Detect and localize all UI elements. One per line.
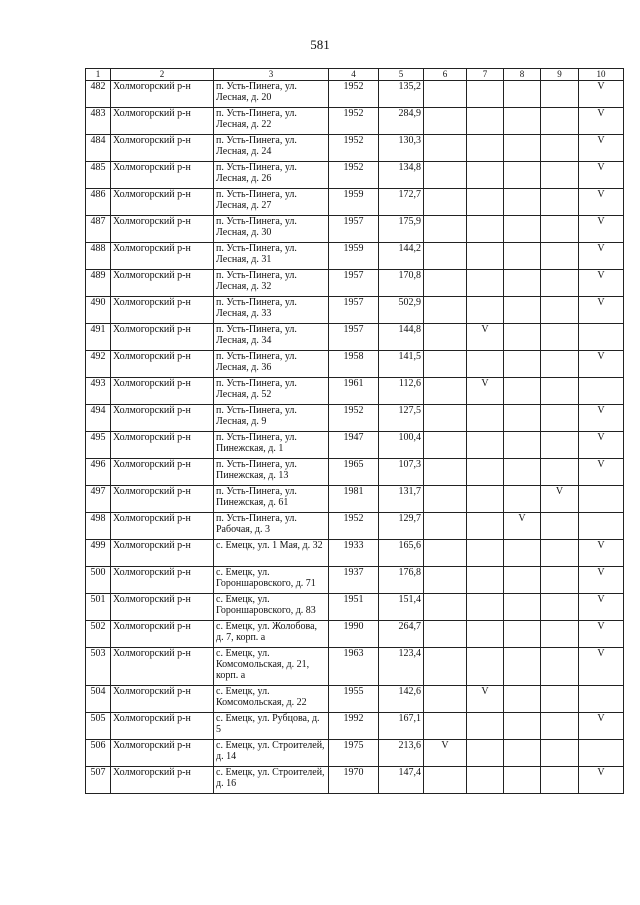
district-cell: Холмогорский р-н: [111, 108, 214, 135]
mark-cell-col-10: V: [579, 297, 624, 324]
mark-cell-col-10: V: [579, 189, 624, 216]
address-cell: п. Усть-Пинега, ул. Лесная, д. 34: [214, 324, 329, 351]
mark-cell-col-7: [467, 713, 504, 740]
area-cell: 131,7: [379, 486, 424, 513]
district-cell: Холмогорский р-н: [111, 594, 214, 621]
mark-cell-col-6: [424, 243, 467, 270]
year-cell: 1992: [329, 713, 379, 740]
area-cell: 170,8: [379, 270, 424, 297]
mark-cell-col-10: [579, 378, 624, 405]
mark-cell-col-10: V: [579, 108, 624, 135]
mark-cell-col-9: [541, 459, 579, 486]
area-cell: 147,4: [379, 767, 424, 794]
year-cell: 1959: [329, 189, 379, 216]
row-number: 503: [86, 648, 111, 686]
address-cell: с. Емецк, ул. Строителей, д. 14: [214, 740, 329, 767]
mark-cell-col-10: V: [579, 243, 624, 270]
year-cell: 1952: [329, 513, 379, 540]
table-row: [86, 594, 624, 621]
district-cell: Холмогорский р-н: [111, 162, 214, 189]
mark-cell-col-7: V: [467, 324, 504, 351]
row-number: 506: [86, 740, 111, 767]
mark-cell-col-9: [541, 713, 579, 740]
column-header: 2: [111, 69, 214, 81]
row-number: 500: [86, 567, 111, 594]
district-cell: Холмогорский р-н: [111, 189, 214, 216]
mark-cell-col-9: [541, 686, 579, 713]
row-number: 491: [86, 324, 111, 351]
mark-cell-col-9: [541, 189, 579, 216]
row-number: 505: [86, 713, 111, 740]
mark-cell-col-10: V: [579, 459, 624, 486]
row-number: 488: [86, 243, 111, 270]
area-cell: 134,8: [379, 162, 424, 189]
mark-cell-col-7: [467, 459, 504, 486]
area-cell: 284,9: [379, 108, 424, 135]
district-cell: Холмогорский р-н: [111, 81, 214, 108]
district-cell: Холмогорский р-н: [111, 216, 214, 243]
year-cell: 1957: [329, 216, 379, 243]
mark-cell-col-7: [467, 740, 504, 767]
mark-cell-col-8: [504, 459, 541, 486]
year-cell: 1970: [329, 767, 379, 794]
mark-cell-col-9: [541, 405, 579, 432]
mark-cell-col-8: [504, 713, 541, 740]
address-cell: с. Емецк, ул. Комсомольская, д. 22: [214, 686, 329, 713]
mark-cell-col-10: V: [579, 621, 624, 648]
year-cell: 1952: [329, 81, 379, 108]
mark-cell-col-9: V: [541, 486, 579, 513]
year-cell: 1955: [329, 686, 379, 713]
address-cell: с. Емецк, ул. Гороншаровского, д. 83: [214, 594, 329, 621]
table-row: [86, 243, 624, 270]
table-row: [86, 740, 624, 767]
mark-cell-col-9: [541, 270, 579, 297]
column-header: 1: [86, 69, 111, 81]
year-cell: 1947: [329, 432, 379, 459]
mark-cell-col-10: [579, 513, 624, 540]
year-cell: 1957: [329, 324, 379, 351]
row-number: 492: [86, 351, 111, 378]
mark-cell-col-8: [504, 378, 541, 405]
district-cell: Холмогорский р-н: [111, 648, 214, 686]
mark-cell-col-9: [541, 594, 579, 621]
table-row: [86, 767, 624, 794]
area-cell: 100,4: [379, 432, 424, 459]
table-row: [86, 189, 624, 216]
year-cell: 1965: [329, 459, 379, 486]
mark-cell-col-10: V: [579, 540, 624, 567]
mark-cell-col-10: V: [579, 351, 624, 378]
district-cell: Холмогорский р-н: [111, 405, 214, 432]
address-cell: п. Усть-Пинега, ул. Лесная, д. 24: [214, 135, 329, 162]
mark-cell-col-6: [424, 594, 467, 621]
mark-cell-col-9: [541, 81, 579, 108]
area-cell: 167,1: [379, 713, 424, 740]
mark-cell-col-10: [579, 686, 624, 713]
mark-cell-col-9: [541, 378, 579, 405]
mark-cell-col-9: [541, 297, 579, 324]
year-cell: 1975: [329, 740, 379, 767]
mark-cell-col-6: [424, 351, 467, 378]
district-cell: Холмогорский р-н: [111, 767, 214, 794]
mark-cell-col-7: V: [467, 378, 504, 405]
mark-cell-col-7: [467, 243, 504, 270]
area-cell: 144,8: [379, 324, 424, 351]
column-header: 5: [379, 69, 424, 81]
area-cell: 172,7: [379, 189, 424, 216]
district-cell: Холмогорский р-н: [111, 135, 214, 162]
year-cell: 1981: [329, 486, 379, 513]
row-number: 497: [86, 486, 111, 513]
mark-cell-col-7: [467, 81, 504, 108]
mark-cell-col-8: [504, 324, 541, 351]
mark-cell-col-7: [467, 767, 504, 794]
mark-cell-col-6: [424, 432, 467, 459]
area-cell: 112,6: [379, 378, 424, 405]
mark-cell-col-10: V: [579, 648, 624, 686]
table-row: [86, 432, 624, 459]
address-cell: п. Усть-Пинега, ул. Рабочая, д. 3: [214, 513, 329, 540]
row-number: 490: [86, 297, 111, 324]
district-cell: Холмогорский р-н: [111, 459, 214, 486]
area-cell: 213,6: [379, 740, 424, 767]
mark-cell-col-6: [424, 648, 467, 686]
mark-cell-col-8: [504, 767, 541, 794]
column-header: 9: [541, 69, 579, 81]
mark-cell-col-10: V: [579, 767, 624, 794]
year-cell: 1952: [329, 135, 379, 162]
year-cell: 1990: [329, 621, 379, 648]
row-number: 495: [86, 432, 111, 459]
mark-cell-col-9: [541, 324, 579, 351]
area-cell: 135,2: [379, 81, 424, 108]
table-row: [86, 270, 624, 297]
mark-cell-col-8: [504, 432, 541, 459]
mark-cell-col-6: [424, 216, 467, 243]
mark-cell-col-9: [541, 135, 579, 162]
mark-cell-col-8: [504, 648, 541, 686]
area-cell: 175,9: [379, 216, 424, 243]
mark-cell-col-10: V: [579, 81, 624, 108]
mark-cell-col-6: [424, 540, 467, 567]
mark-cell-col-8: [504, 270, 541, 297]
mark-cell-col-6: [424, 459, 467, 486]
mark-cell-col-6: [424, 324, 467, 351]
mark-cell-col-6: [424, 567, 467, 594]
district-cell: Холмогорский р-н: [111, 740, 214, 767]
area-cell: 123,4: [379, 648, 424, 686]
address-cell: п. Усть-Пинега, ул. Лесная, д. 31: [214, 243, 329, 270]
mark-cell-col-6: [424, 270, 467, 297]
mark-cell-col-8: [504, 686, 541, 713]
mark-cell-col-10: V: [579, 594, 624, 621]
district-cell: Холмогорский р-н: [111, 567, 214, 594]
address-cell: с. Емецк, ул. Жолобова, д. 7, корп. а: [214, 621, 329, 648]
address-cell: с. Емецк, ул. Рубцова, д. 5: [214, 713, 329, 740]
row-number: 482: [86, 81, 111, 108]
district-cell: Холмогорский р-н: [111, 351, 214, 378]
mark-cell-col-7: [467, 648, 504, 686]
column-header: 6: [424, 69, 467, 81]
mark-cell-col-9: [541, 108, 579, 135]
mark-cell-col-7: [467, 135, 504, 162]
row-number: 496: [86, 459, 111, 486]
area-cell: 107,3: [379, 459, 424, 486]
row-number: 483: [86, 108, 111, 135]
year-cell: 1951: [329, 594, 379, 621]
address-cell: п. Усть-Пинега, ул. Лесная, д. 22: [214, 108, 329, 135]
mark-cell-col-10: V: [579, 216, 624, 243]
mark-cell-col-7: [467, 486, 504, 513]
district-cell: Холмогорский р-н: [111, 513, 214, 540]
row-number: 499: [86, 540, 111, 567]
table-row: [86, 324, 624, 351]
mark-cell-col-10: V: [579, 135, 624, 162]
mark-cell-col-9: [541, 432, 579, 459]
district-cell: Холмогорский р-н: [111, 713, 214, 740]
mark-cell-col-10: V: [579, 432, 624, 459]
mark-cell-col-8: V: [504, 513, 541, 540]
row-number: 494: [86, 405, 111, 432]
table-row: [86, 162, 624, 189]
row-number: 507: [86, 767, 111, 794]
table-row: [86, 135, 624, 162]
table-row: [86, 405, 624, 432]
address-cell: п. Усть-Пинега, ул. Пинежская, д. 13: [214, 459, 329, 486]
mark-cell-col-10: V: [579, 567, 624, 594]
mark-cell-col-9: [541, 216, 579, 243]
row-number: 502: [86, 621, 111, 648]
mark-cell-col-6: [424, 108, 467, 135]
mark-cell-col-6: [424, 767, 467, 794]
mark-cell-col-7: [467, 189, 504, 216]
mark-cell-col-10: V: [579, 270, 624, 297]
address-cell: п. Усть-Пинега, ул. Лесная, д. 9: [214, 405, 329, 432]
district-cell: Холмогорский р-н: [111, 621, 214, 648]
area-cell: 144,2: [379, 243, 424, 270]
mark-cell-col-9: [541, 513, 579, 540]
year-cell: 1959: [329, 243, 379, 270]
year-cell: 1952: [329, 108, 379, 135]
address-cell: п. Усть-Пинега, ул. Лесная, д. 20: [214, 81, 329, 108]
address-cell: п. Усть-Пинега, ул. Лесная, д. 27: [214, 189, 329, 216]
district-cell: Холмогорский р-н: [111, 686, 214, 713]
mark-cell-col-8: [504, 567, 541, 594]
year-cell: 1957: [329, 297, 379, 324]
area-cell: 142,6: [379, 686, 424, 713]
address-cell: п. Усть-Пинега, ул. Лесная, д. 30: [214, 216, 329, 243]
table-row: [86, 486, 624, 513]
mark-cell-col-7: [467, 513, 504, 540]
table-row: [86, 713, 624, 740]
row-number: 498: [86, 513, 111, 540]
mark-cell-col-6: V: [424, 740, 467, 767]
mark-cell-col-9: [541, 567, 579, 594]
year-cell: 1933: [329, 540, 379, 567]
mark-cell-col-9: [541, 540, 579, 567]
area-cell: 176,8: [379, 567, 424, 594]
row-number: 489: [86, 270, 111, 297]
mark-cell-col-8: [504, 216, 541, 243]
column-header: 4: [329, 69, 379, 81]
mark-cell-col-9: [541, 162, 579, 189]
year-cell: 1963: [329, 648, 379, 686]
mark-cell-col-7: [467, 297, 504, 324]
year-cell: 1958: [329, 351, 379, 378]
mark-cell-col-10: V: [579, 713, 624, 740]
row-number: 501: [86, 594, 111, 621]
table-row: [86, 81, 624, 108]
address-cell: с. Емецк, ул. Гороншаровского, д. 71: [214, 567, 329, 594]
mark-cell-col-8: [504, 243, 541, 270]
mark-cell-col-8: [504, 81, 541, 108]
year-cell: 1937: [329, 567, 379, 594]
year-cell: 1952: [329, 162, 379, 189]
mark-cell-col-9: [541, 648, 579, 686]
mark-cell-col-6: [424, 686, 467, 713]
table-row: [86, 351, 624, 378]
address-cell: п. Усть-Пинега, ул. Лесная, д. 36: [214, 351, 329, 378]
address-cell: п. Усть-Пинега, ул. Лесная, д. 52: [214, 378, 329, 405]
mark-cell-col-6: [424, 135, 467, 162]
mark-cell-col-8: [504, 297, 541, 324]
address-cell: п. Усть-Пинега, ул. Пинежская, д. 61: [214, 486, 329, 513]
column-header: 10: [579, 69, 624, 81]
district-cell: Холмогорский р-н: [111, 324, 214, 351]
mark-cell-col-8: [504, 189, 541, 216]
mark-cell-col-8: [504, 594, 541, 621]
row-number: 504: [86, 686, 111, 713]
address-cell: п. Усть-Пинега, ул. Лесная, д. 26: [214, 162, 329, 189]
year-cell: 1952: [329, 405, 379, 432]
mark-cell-col-7: [467, 216, 504, 243]
row-number: 486: [86, 189, 111, 216]
address-cell: п. Усть-Пинега, ул. Пинежская, д. 1: [214, 432, 329, 459]
area-cell: 130,3: [379, 135, 424, 162]
mark-cell-col-9: [541, 351, 579, 378]
table-row: [86, 378, 624, 405]
mark-cell-col-8: [504, 108, 541, 135]
row-number: 485: [86, 162, 111, 189]
mark-cell-col-9: [541, 243, 579, 270]
table-row: [86, 540, 624, 567]
area-cell: 127,5: [379, 405, 424, 432]
table-row: [86, 513, 624, 540]
table-row: [86, 108, 624, 135]
mark-cell-col-8: [504, 405, 541, 432]
column-number-row: [86, 69, 624, 81]
mark-cell-col-10: V: [579, 405, 624, 432]
mark-cell-col-9: [541, 740, 579, 767]
mark-cell-col-6: [424, 378, 467, 405]
mark-cell-col-7: [467, 270, 504, 297]
mark-cell-col-8: [504, 162, 541, 189]
mark-cell-col-8: [504, 486, 541, 513]
mark-cell-col-8: [504, 740, 541, 767]
column-header: 8: [504, 69, 541, 81]
table-row: [86, 459, 624, 486]
table-row: [86, 567, 624, 594]
mark-cell-col-7: [467, 621, 504, 648]
mark-cell-col-7: V: [467, 686, 504, 713]
district-cell: Холмогорский р-н: [111, 270, 214, 297]
district-cell: Холмогорский р-н: [111, 432, 214, 459]
district-cell: Холмогорский р-н: [111, 243, 214, 270]
table-row: [86, 216, 624, 243]
mark-cell-col-6: [424, 81, 467, 108]
year-cell: 1961: [329, 378, 379, 405]
mark-cell-col-7: [467, 540, 504, 567]
district-cell: Холмогорский р-н: [111, 378, 214, 405]
row-number: 487: [86, 216, 111, 243]
mark-cell-col-6: [424, 297, 467, 324]
mark-cell-col-7: [467, 108, 504, 135]
mark-cell-col-8: [504, 621, 541, 648]
mark-cell-col-6: [424, 162, 467, 189]
mark-cell-col-7: [467, 594, 504, 621]
mark-cell-col-6: [424, 621, 467, 648]
mark-cell-col-7: [467, 567, 504, 594]
page-number: 581: [310, 37, 330, 52]
mark-cell-col-10: [579, 740, 624, 767]
row-number: 484: [86, 135, 111, 162]
area-cell: 502,9: [379, 297, 424, 324]
address-cell: с. Емецк, ул. Строителей, д. 16: [214, 767, 329, 794]
mark-cell-col-10: V: [579, 162, 624, 189]
row-number: 493: [86, 378, 111, 405]
address-cell: п. Усть-Пинега, ул. Лесная, д. 33: [214, 297, 329, 324]
mark-cell-col-9: [541, 767, 579, 794]
table-row: [86, 686, 624, 713]
area-cell: 129,7: [379, 513, 424, 540]
address-cell: с. Емецк, ул. Комсомольская, д. 21, корп. а: [214, 648, 329, 686]
district-cell: Холмогорский р-н: [111, 540, 214, 567]
mark-cell-col-8: [504, 351, 541, 378]
mark-cell-col-10: [579, 486, 624, 513]
mark-cell-col-6: [424, 713, 467, 740]
register-table: [85, 68, 624, 794]
mark-cell-col-7: [467, 432, 504, 459]
district-cell: Холмогорский р-н: [111, 486, 214, 513]
mark-cell-col-8: [504, 135, 541, 162]
table-row: [86, 648, 624, 686]
mark-cell-col-6: [424, 486, 467, 513]
address-cell: п. Усть-Пинега, ул. Лесная, д. 32: [214, 270, 329, 297]
mark-cell-col-7: [467, 351, 504, 378]
area-cell: 264,7: [379, 621, 424, 648]
address-cell: с. Емецк, ул. 1 Мая, д. 32: [214, 540, 329, 567]
mark-cell-col-8: [504, 540, 541, 567]
mark-cell-col-9: [541, 621, 579, 648]
area-cell: 151,4: [379, 594, 424, 621]
table-row: [86, 621, 624, 648]
year-cell: 1957: [329, 270, 379, 297]
table-row: [86, 297, 624, 324]
mark-cell-col-7: [467, 162, 504, 189]
area-cell: 141,5: [379, 351, 424, 378]
mark-cell-col-6: [424, 513, 467, 540]
mark-cell-col-6: [424, 405, 467, 432]
column-header: 7: [467, 69, 504, 81]
area-cell: 165,6: [379, 540, 424, 567]
column-header: 3: [214, 69, 329, 81]
mark-cell-col-6: [424, 189, 467, 216]
mark-cell-col-7: [467, 405, 504, 432]
district-cell: Холмогорский р-н: [111, 297, 214, 324]
mark-cell-col-10: [579, 324, 624, 351]
